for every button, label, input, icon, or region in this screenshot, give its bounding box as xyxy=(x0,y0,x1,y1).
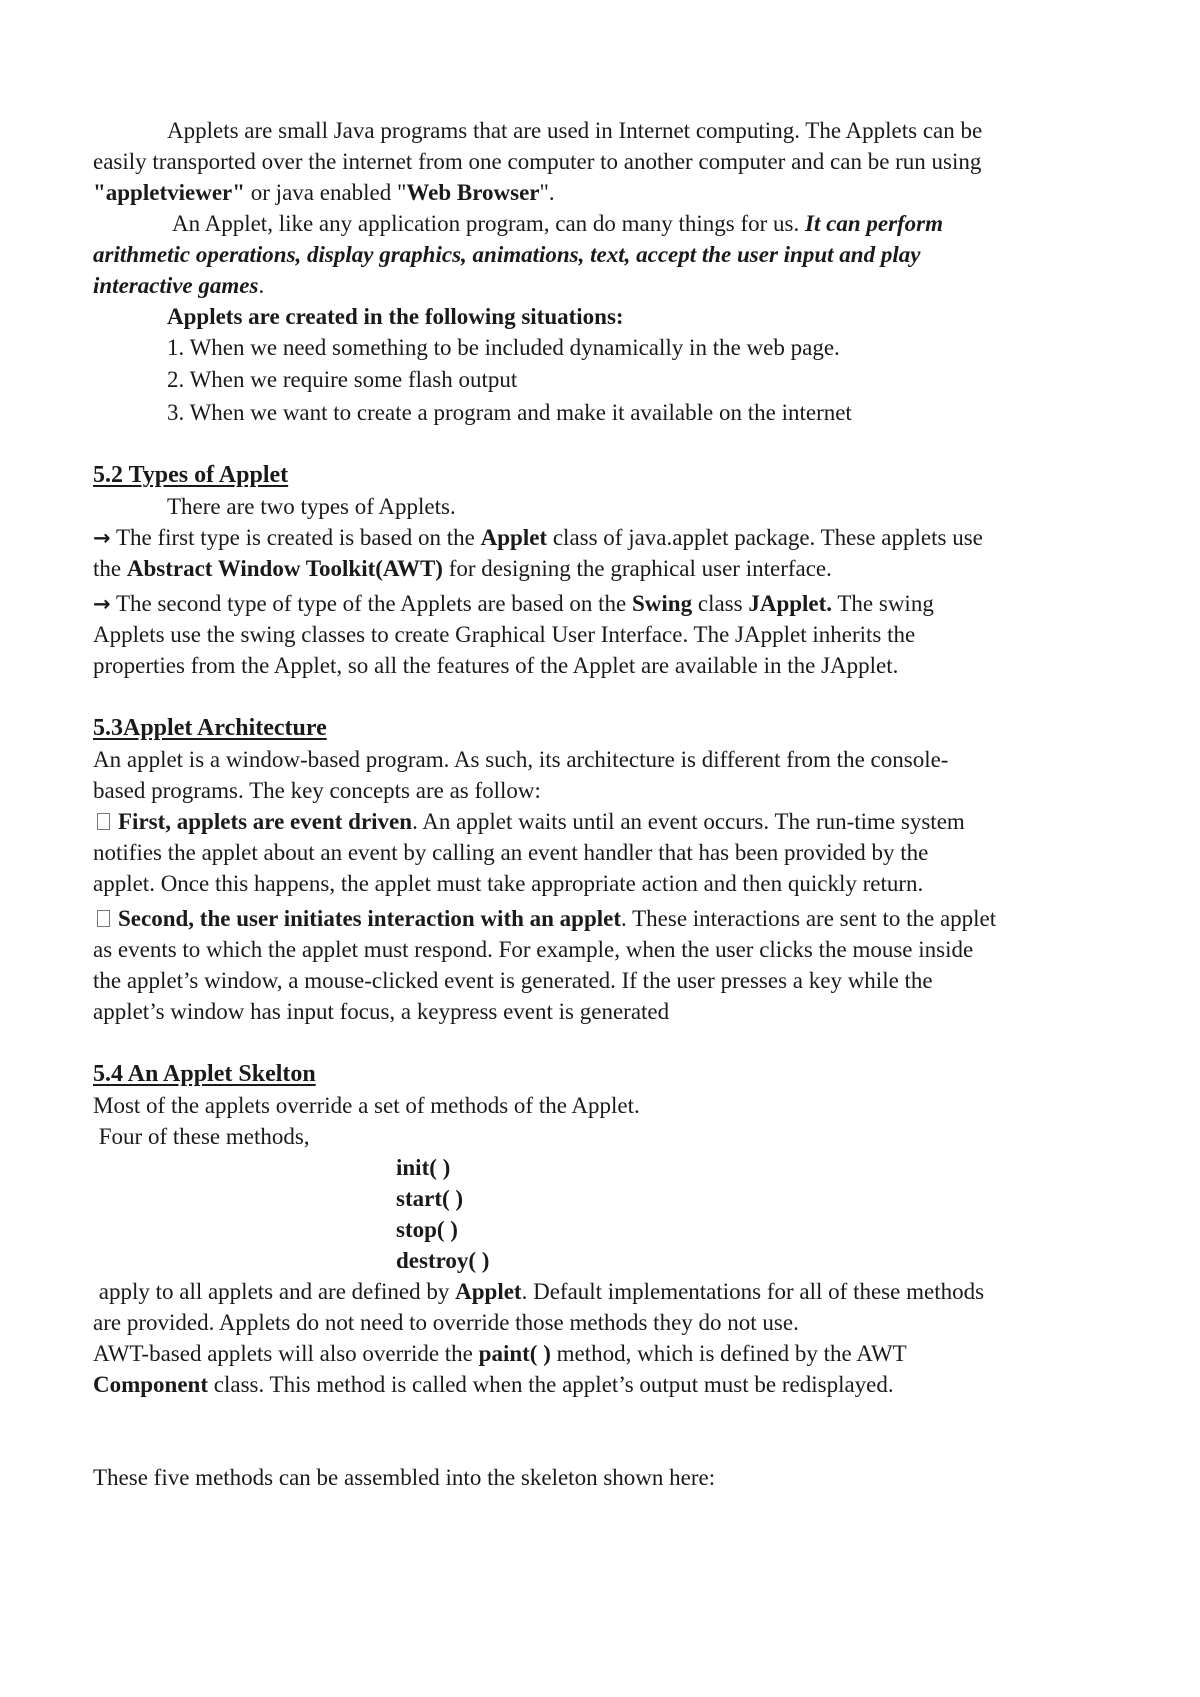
s53-line1: An applet is a window-based program. As such, its architecture is different from the console- xyxy=(93,747,949,772)
s52-bullet1-line1: → The first type is created is based on the Applet class of java.applet package. These applets use xyxy=(93,525,983,550)
situation-item-1: 1. When we need something to be included dynamically in the web page. xyxy=(167,335,840,360)
s54-line5: AWT-based applets will also override the paint( ) method, which is defined by the AWT xyxy=(93,1341,907,1366)
s53-point2-line3: the applet’s window, a mouse-clicked event is generated. If the user presses a key while the xyxy=(93,968,933,993)
method-stop: stop( ) xyxy=(396,1217,458,1242)
method-init: init( ) xyxy=(396,1155,451,1180)
s53-point2-line4: applet’s window has input focus, a keypress event is generated xyxy=(93,999,670,1024)
situation-item-2: 2. When we require some flash output xyxy=(167,367,518,392)
arrow-right-icon: → xyxy=(93,526,111,550)
web-browser-term: Web Browser xyxy=(406,180,540,205)
situations-heading: Applets are created in the following situations: xyxy=(167,304,624,329)
arrow-right-icon: → xyxy=(93,592,111,616)
intro-p1-line1: Applets are small Java programs that are used in Internet computing. The Applets can be xyxy=(167,118,983,143)
s53-point1-line1: First, applets are event driven. An applet waits until an event occurs. The run-time system xyxy=(93,806,965,837)
appletviewer-term: "appletviewer" xyxy=(93,180,246,205)
s53-point1-line2: notifies the applet about an event by calling an event handler that has been provided by the xyxy=(93,840,929,865)
intro-p1-line3: "appletviewer" or java enabled "Web Browser". xyxy=(93,180,555,205)
intro-p1-line2: easily transported over the internet from one computer to another computer and can be run using xyxy=(93,149,982,174)
method-destroy: destroy( ) xyxy=(396,1248,490,1273)
section-5-3-heading: 5.3Applet Architecture xyxy=(93,715,327,741)
section-5-2-heading: 5.2 Types of Applet xyxy=(93,462,289,488)
s54-closing-line: These five methods can be assembled into the skeleton shown here: xyxy=(93,1465,716,1490)
intro-p2-line1: An Applet, like any application program, can do many things for us. It can perform xyxy=(172,211,944,236)
intro-p2-line2: arithmetic operations, display graphics, animations, text, accept the user input and play xyxy=(93,242,921,267)
missing-glyph-box-icon xyxy=(97,813,110,830)
s52-bullet2-line3: properties from the Applet, so all the features of the Applet are available in the JApplet. xyxy=(93,653,899,678)
method-start: start( ) xyxy=(396,1186,464,1211)
s53-point2-line2: as events to which the applet must respond. For example, when the user clicks the mouse inside xyxy=(93,937,974,962)
s54-line1: Most of the applets override a set of methods of the Applet. xyxy=(93,1093,640,1118)
s53-point1-line3: applet. Once this happens, the applet must take appropriate action and then quickly return. xyxy=(93,871,924,896)
s54-line4: are provided. Applets do not need to override those methods they do not use. xyxy=(93,1310,799,1335)
section-5-4-heading: 5.4 An Applet Skelton xyxy=(93,1061,316,1087)
missing-glyph-box-icon xyxy=(97,910,110,927)
s52-bullet2-line1: → The second type of type of the Applets are based on the Swing class JApplet. The swing xyxy=(93,591,934,616)
intro-p2-line3: interactive games. xyxy=(93,273,265,298)
situation-item-3: 3. When we want to create a program and make it available on the internet xyxy=(167,400,852,425)
s53-point2-line1: Second, the user initiates interaction with an applet. These interactions are sent to the applet xyxy=(93,903,996,934)
s53-line2: based programs. The key concepts are as follow: xyxy=(93,778,541,803)
s54-line2: Four of these methods, xyxy=(93,1124,310,1149)
s52-bullet1-line2: the Abstract Window Toolkit(AWT) for designing the graphical user interface. xyxy=(93,556,832,581)
s52-bullet2-line2: Applets use the swing classes to create Graphical User Interface. The JApplet inherits the xyxy=(93,622,916,647)
s52-intro: There are two types of Applets. xyxy=(167,494,456,519)
s54-line6: Component class. This method is called when the applet’s output must be redisplayed. xyxy=(93,1372,894,1397)
s54-line3: apply to all applets and are defined by Applet. Default implementations for all of these methods xyxy=(93,1279,985,1304)
